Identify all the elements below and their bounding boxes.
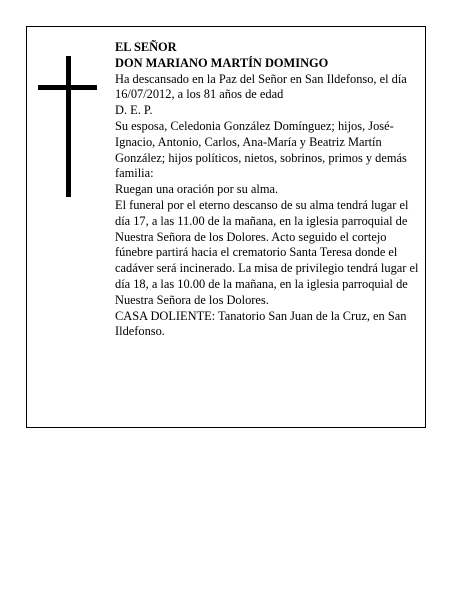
dep-line: D. E. P.	[115, 103, 153, 118]
prayer-request: Ruegan una oración por su alma.	[115, 182, 279, 197]
cross-vertical-bar	[66, 56, 71, 197]
deceased-title: EL SEÑOR	[115, 40, 177, 54]
obituary-text	[115, 40, 421, 340]
mourning-house: CASA DOLIENTE: Tanatorio San Juan de la Cruz, en San Ildefonso.	[115, 308, 407, 339]
family-list: Su esposa, Celedonia González Domínguez; hijos, José-Ignacio, Antonio, Carlos, Ana-María y Beatriz Martín González; hijos políticos, nietos, sobrinos, primos y demás familia:	[115, 118, 407, 181]
obituary-notice	[26, 26, 426, 428]
deceased-name: DON MARIANO MARTÍN DOMINGO	[115, 55, 329, 70]
cross-horizontal-bar	[38, 85, 97, 90]
funeral-details: El funeral por el eterno descanso de su alma tendrá lugar el día 17, a las 11.00 de la mañana, en la iglesia parroquial de Nuestra Señora de los Dolores. Acto seguido el cortejo fúnebre partirá hacia el crematorio Santa Teresa donde el cadáver será incinerado. La misa de privilegio tendrá lugar el día 18, a las 10.00 de la mañana, en la iglesia parroquial de Nuestra Señora de los Dolores.	[115, 197, 419, 307]
rest-statement: Ha descansado en la Paz del Señor en San Ildefonso, el día 16/07/2012, a los 81 años de edad	[115, 71, 407, 102]
